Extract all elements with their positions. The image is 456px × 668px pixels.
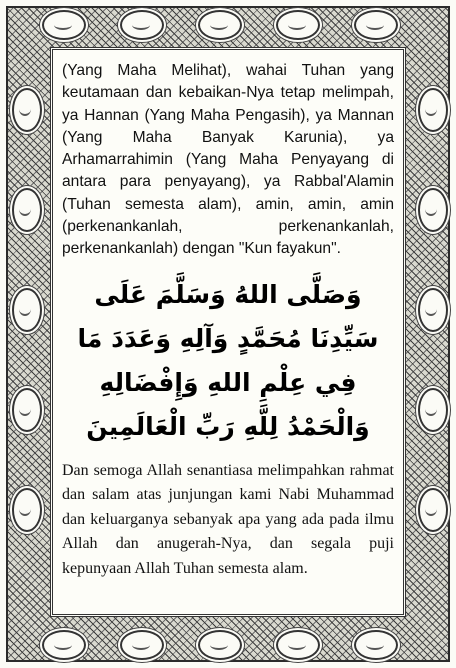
border-medallion bbox=[42, 10, 86, 40]
border-medallion bbox=[418, 388, 448, 432]
border-medallion bbox=[12, 188, 42, 232]
border-medallion bbox=[418, 188, 448, 232]
border-medallion bbox=[276, 10, 320, 40]
border-medallion bbox=[12, 88, 42, 132]
border-medallion bbox=[198, 630, 242, 660]
border-medallion bbox=[42, 630, 86, 660]
border-medallion bbox=[418, 88, 448, 132]
text-panel bbox=[50, 47, 406, 617]
border-medallion bbox=[198, 10, 242, 40]
border-medallion bbox=[418, 488, 448, 532]
border-medallion bbox=[12, 288, 42, 332]
border-medallion bbox=[12, 488, 42, 532]
border-medallion bbox=[354, 630, 398, 660]
border-medallion bbox=[120, 10, 164, 40]
border-medallion bbox=[418, 288, 448, 332]
border-medallion bbox=[12, 388, 42, 432]
arabic-prayer-text: وَصَلَّى اللهُ وَسَلَّمَ عَلَى سَيِّدِنَا مُحَمَّدٍ وَآلِهِ وَعَدَدَ مَا فِي عِلْمِ اللهِ وَإِفْضَالِهِ وَالْحَمْدُ لِلَّهِ رَبِّ الْعَالَمِينَ bbox=[77, 279, 379, 441]
paragraph-top: (Yang Maha Melihat), wahai Tuhan yang keutamaan dan kebaikan-Nya tetap melimpah, ya Hannan (Yang Maha Pengasih), ya Mannan (Yang Maha Banyak Karunia), ya Arhamarrahimin (Yang Maha Penyayang di antara para penyayang), ya Rabbal'Alamin (Tuhan semesta alam), amin, amin, amin (perkenankanlah, perkenankanlah, perkenankanlah) dengan "Kun fayakun". bbox=[62, 62, 394, 258]
border-medallion bbox=[276, 630, 320, 660]
border-medallion bbox=[120, 630, 164, 660]
border-medallion bbox=[354, 10, 398, 40]
paragraph-bottom: Dan semoga Allah senantiasa melimpahkan rahmat dan salam atas junjungan kami Nabi Muhammad dan keluarganya sebanyak apa yang ada pada ilmu Allah dan anugerah-Nya, dan segala puji kepunyaan Allah Tuhan semesta alam. bbox=[62, 461, 394, 578]
